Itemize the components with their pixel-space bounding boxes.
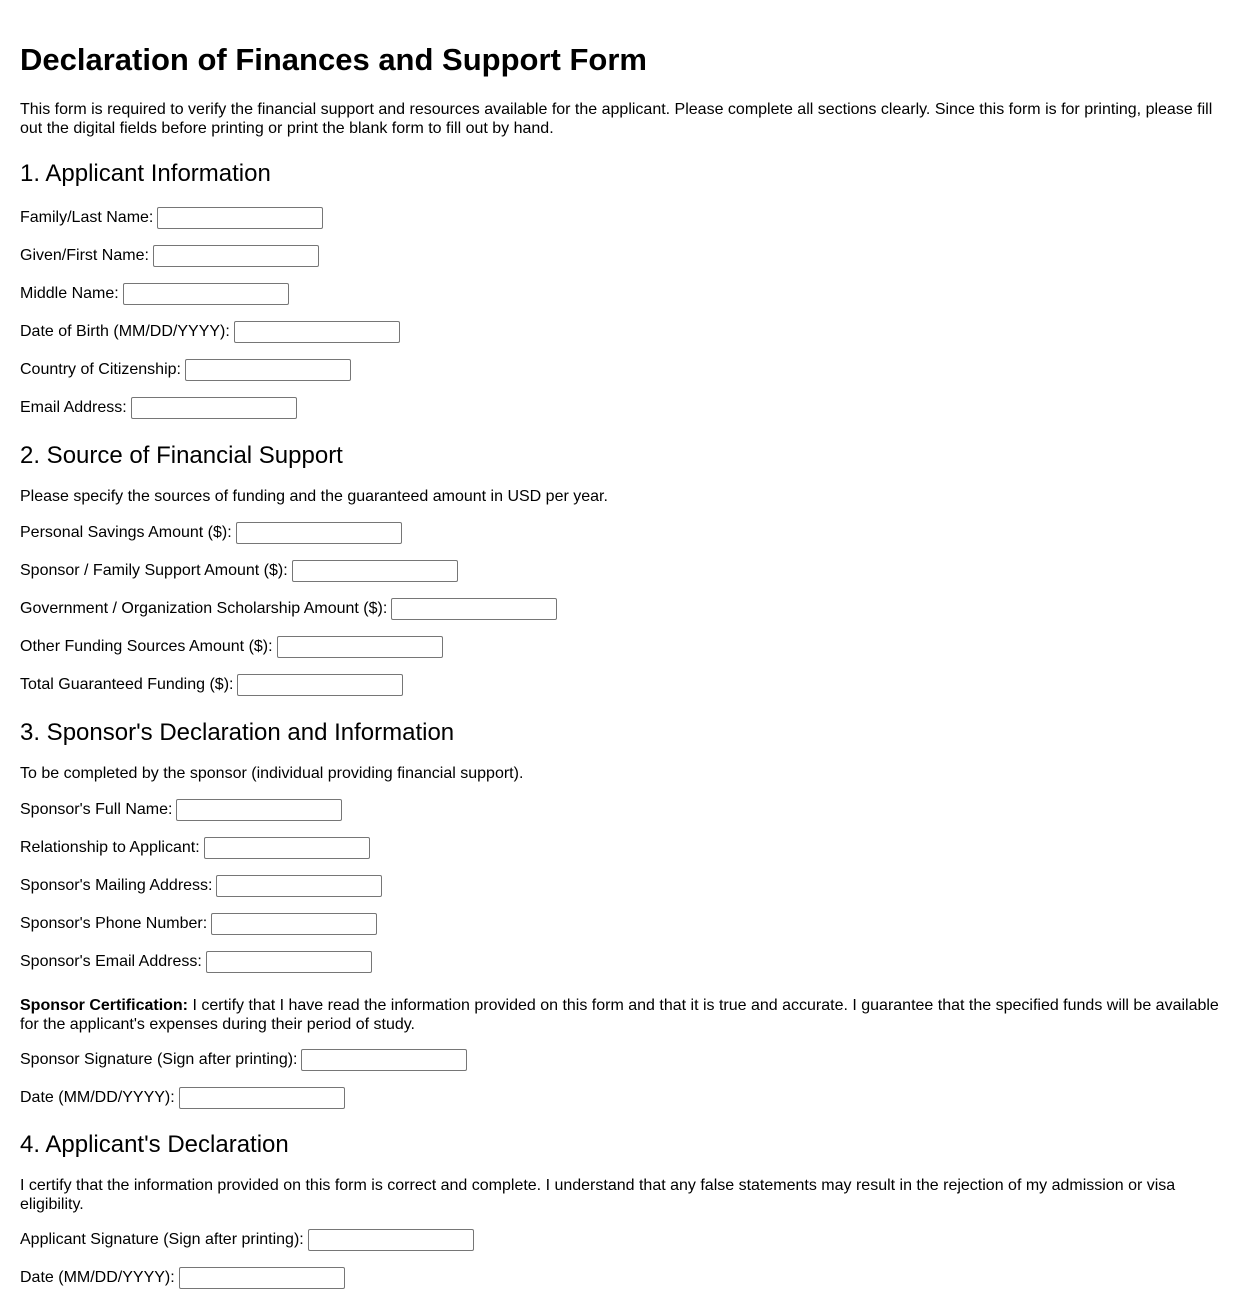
personal-savings-label: Personal Savings Amount ($): [20, 524, 232, 541]
applicant-date-input[interactable] [179, 1267, 345, 1289]
sponsor-signature-input[interactable] [301, 1049, 467, 1071]
scholarship-input[interactable] [391, 598, 557, 620]
applicant-info-fields [20, 199, 1227, 427]
field-row-applicant-date [20, 1259, 1227, 1297]
applicant-signature-label: Applicant Signature (Sign after printing): [20, 1231, 304, 1248]
field-row-sponsor-signature [20, 1041, 1227, 1079]
sponsor-date-input[interactable] [179, 1087, 345, 1109]
sponsor-name-label: Sponsor's Full Name: [20, 801, 173, 818]
citizenship-label: Country of Citizenship: [20, 361, 181, 378]
last-name-input[interactable] [157, 207, 323, 229]
total-funding-input[interactable] [237, 674, 403, 696]
sponsor-signature-fields [20, 1041, 1227, 1117]
relationship-label: Relationship to Applicant: [20, 839, 200, 856]
field-row-citizenship [20, 351, 1227, 389]
first-name-label: Given/First Name: [20, 247, 149, 264]
section-heading-applicant-declaration: 4. Applicant's Declaration [20, 1131, 289, 1158]
sponsor-address-label: Sponsor's Mailing Address: [20, 877, 213, 894]
sponsor-support-input[interactable] [292, 560, 458, 582]
field-row-first-name [20, 237, 1227, 275]
field-row-middle-name [20, 275, 1227, 313]
section-heading-financial-support: 2. Source of Financial Support [20, 442, 343, 469]
field-row-other-funding [20, 628, 1227, 666]
sponsor-info-fields [20, 791, 1227, 981]
middle-name-label: Middle Name: [20, 285, 119, 302]
field-row-sponsor-name [20, 791, 1227, 829]
financial-support-description: Please specify the sources of funding and the guaranteed amount in USD per year. [20, 488, 608, 505]
sponsor-phone-input[interactable] [211, 913, 377, 935]
applicant-date-label: Date (MM/DD/YYYY): [20, 1269, 175, 1286]
sponsor-certification-label: Sponsor Certification: [20, 997, 189, 1014]
email-label: Email Address: [20, 399, 127, 416]
scholarship-label: Government / Organization Scholarship Amount ($): [20, 600, 388, 617]
date-of-birth-label: Date of Birth (MM/DD/YYYY): [20, 323, 230, 340]
sponsor-name-input[interactable] [176, 799, 342, 821]
section-heading-sponsor-declaration: 3. Sponsor's Declaration and Information [20, 719, 455, 746]
field-row-total-funding [20, 666, 1227, 704]
field-row-sponsor-date [20, 1079, 1227, 1117]
field-row-sponsor-address [20, 867, 1227, 905]
field-row-sponsor-phone [20, 905, 1227, 943]
field-row-sponsor-email [20, 943, 1227, 981]
other-funding-input[interactable] [277, 636, 443, 658]
middle-name-input[interactable] [123, 283, 289, 305]
last-name-label: Family/Last Name: [20, 209, 154, 226]
sponsor-date-label: Date (MM/DD/YYYY): [20, 1089, 175, 1106]
section-heading-applicant-info: 1. Applicant Information [20, 160, 271, 187]
sponsor-certification-text: I certify that I have read the information provided on this form and that it is true and accurate. I guarantee that the specified funds will be available for the applicant's expenses during their period of study. [20, 997, 1219, 1033]
field-row-scholarship [20, 590, 1227, 628]
field-row-email [20, 389, 1227, 427]
email-input[interactable] [131, 397, 297, 419]
field-row-date-of-birth [20, 313, 1227, 351]
sponsor-signature-label: Sponsor Signature (Sign after printing): [20, 1051, 298, 1068]
date-of-birth-input[interactable] [234, 321, 400, 343]
field-row-sponsor-support [20, 552, 1227, 590]
citizenship-input[interactable] [185, 359, 351, 381]
other-funding-label: Other Funding Sources Amount ($): [20, 638, 273, 655]
first-name-input[interactable] [153, 245, 319, 267]
field-row-last-name [20, 199, 1227, 237]
field-row-relationship [20, 829, 1227, 867]
sponsor-declaration-description: To be completed by the sponsor (individual providing financial support). [20, 765, 524, 782]
sponsor-certification [20, 996, 1227, 1034]
personal-savings-input[interactable] [236, 522, 402, 544]
sponsor-address-input[interactable] [216, 875, 382, 897]
sponsor-email-label: Sponsor's Email Address: [20, 953, 202, 970]
applicant-signature-fields [20, 1221, 1227, 1297]
total-funding-label: Total Guaranteed Funding ($): [20, 676, 234, 693]
sponsor-email-input[interactable] [206, 951, 372, 973]
applicant-declaration-description: I certify that the information provided on this form is correct and complete. I understand that any false statements may result in the rejection of my admission or visa eligibility. [20, 1177, 1176, 1213]
sponsor-phone-label: Sponsor's Phone Number: [20, 915, 208, 932]
financial-support-fields [20, 514, 1227, 704]
page-title: Declaration of Finances and Support Form [20, 42, 647, 77]
sponsor-support-label: Sponsor / Family Support Amount ($): [20, 562, 288, 579]
field-row-personal-savings [20, 514, 1227, 552]
intro-text: This form is required to verify the financial support and resources available for the applicant. Please complete all sections clearly. Since this form is for printing, please fill out the digital fields before printing or print the blank form to fill out by hand. [20, 101, 1213, 137]
applicant-signature-input[interactable] [308, 1229, 474, 1251]
relationship-input[interactable] [204, 837, 370, 859]
field-row-applicant-signature [20, 1221, 1227, 1259]
